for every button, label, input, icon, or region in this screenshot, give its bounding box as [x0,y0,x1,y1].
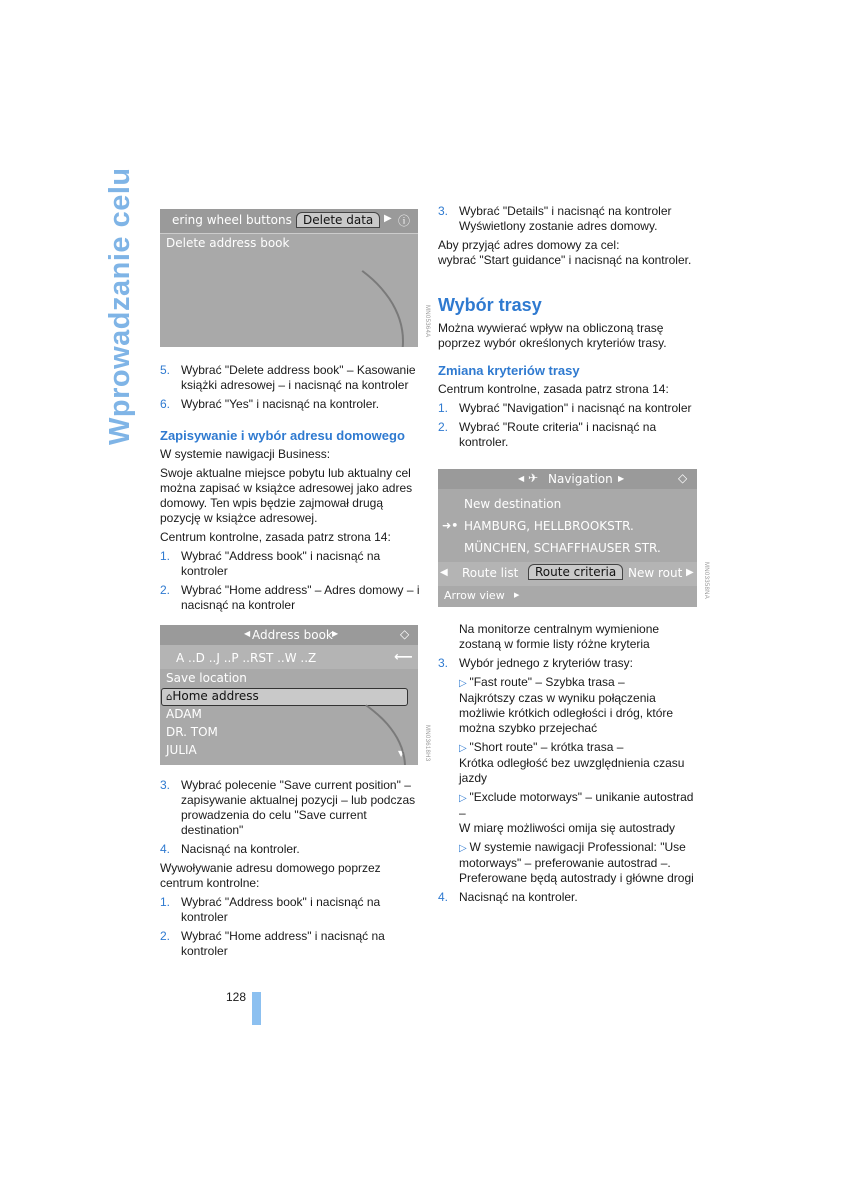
tab-steering-wheel-buttons[interactable]: ering wheel buttons [172,213,292,227]
criteria-short: ▷ "Short route" – krótka trasa – Krótka odległość bez uwzględnienia czasu jazdy [459,740,685,785]
row-dr-tom[interactable]: DR. TOM [166,725,218,739]
step-3: 3. Wybrać "Details" i nacisnąć na kontroler Wyświetlony zostanie adres domowy. [438,204,672,233]
title-right-arrow-icon: ▶ [332,629,339,638]
tab-route-criteria[interactable]: Route criteria [528,564,623,580]
route-subheading: Zmiana kryteriów trasy [438,363,580,378]
criteria-fast: ▷ "Fast route" – Szybka trasa – Najkrótszy czas w wyniku połączenia możliwie krótkich odległości i dróg, które można szybko przejechać [459,675,674,735]
triangle-bullet-icon: ▷ [459,678,470,689]
row-adam[interactable]: ADAM [166,707,202,721]
row-hamburg[interactable]: HAMBURG, HELLBROOKSTR. [464,519,634,533]
criteria-exclude-motorways: ▷ "Exclude motorways" – unikanie autostrad – W miarę możliwości omija się autostrady [459,790,694,835]
alphabet-selector[interactable]: A ..D ..J ..P ..RST ..W ..Z [176,651,317,665]
step-4: 4. Nacisnąć na kontroler. [438,890,578,904]
section-home-address [160,428,420,617]
row-munchen[interactable]: MÜNCHEN, SCHAFFHAUSER STR. [464,541,661,555]
info-icon: ⓘ [398,214,411,228]
title-left-arrow-icon: ◀ [518,474,525,483]
title-right-arrow-icon: ▶ [618,474,625,483]
right-column-b [438,622,700,909]
left-column-a [160,363,420,416]
screen-delete-data [160,209,418,347]
row-new-destination[interactable]: New destination [464,497,562,511]
paragraph: Swoje aktualne miejsce pobytu lub aktualny cel można zapisać w książce adresowej jako adres domowy. Ten wpis będzie zajmował drugą pozycję w książce adresowej. [160,466,413,525]
section-home-heading: Zapisywanie i wybór adresu domowego [160,428,405,443]
row-delete-address-book[interactable]: Delete address book [166,236,290,250]
step-1: 1. Wybrać "Navigation" i nacisnąć na kontroler [438,401,692,415]
left-column-b [160,778,422,963]
step-1: 1. Wybrać "Address book" i nacisnąć na kontroler [160,895,381,924]
paragraph: wybrać "Start guidance" i nacisnąć na kontroler. [438,253,692,267]
tab-left-arrow-icon[interactable]: ◀ [440,567,448,578]
triangle-bullet-icon: ▷ [459,843,470,854]
paragraph: Centrum kontrolne, zasada patrz strona 14: [160,530,391,544]
step-6: 6. Wybrać "Yes" i nacisnąć na kontroler. [160,397,380,411]
page-number: 128 [226,990,247,1004]
image-code: MN03358NA [703,562,709,600]
screen-title: Navigation [548,472,613,486]
satellite-icon: ✈ [528,471,539,485]
route-arrow-icon: ➜• [442,519,459,532]
row-home-address[interactable]: ⌂Home address [161,688,408,706]
page-marker-bar [252,992,261,1025]
scroll-down-icon[interactable]: ▼ [398,749,405,758]
paragraph: Centrum kontrolne, zasada patrz strona 14: [438,382,669,396]
compass-icon: ◇ [400,627,410,641]
screen-address-book [160,625,418,765]
step-2: 2. Wybrać "Home address" – Adres domowy – i nacisnąć na kontroler [160,583,420,612]
row-save-location[interactable]: Save location [166,671,247,685]
image-code: MN03618H3 [424,725,430,762]
row-julia[interactable]: JULIA [166,743,197,757]
arrow-view-link[interactable]: Arrow view [444,589,505,602]
screen-navigation [438,469,697,607]
step-5: 5. Wybrać "Delete address book" – Kasowanie książki adresowej – i nacisnąć na kontroler [160,363,416,392]
paragraph: Na monitorze centralnym wymienione zostaną w formie listy różne kryteria [459,622,660,651]
tab-delete-data[interactable]: Delete data [296,212,380,228]
step-1: 1. Wybrać "Address book" i nacisnąć na kontroler [160,549,381,578]
section-route-heading: Wybór trasy [438,295,542,315]
paragraph: Wywoływanie adresu domowego poprzez centrum kontrolne: [160,861,381,890]
backspace-icon[interactable]: ⟵ [394,650,413,665]
arrow-right-icon: ▶ [384,213,392,224]
step-4: 4. Nacisnąć na kontroler. [160,842,300,856]
step-2: 2. Wybrać "Home address" i nacisnąć na kontroler [160,929,385,958]
image-code: MN05364A [424,305,430,338]
arrow-view-right-icon: ▶ [514,591,520,599]
right-column-a [438,204,700,272]
screen-title: Address book [252,628,333,642]
criteria-use-motorways: ▷ W systemie nawigacji Professional: "Use motorways" – preferowanie autostrad –. Preferowane będą autostrady i główne drogi [459,840,694,885]
side-section-title: Wprowadzanie celu [104,167,136,445]
paragraph: Można wywierać wpływ na obliczoną trasę poprzez wybór określonych kryteriów trasy. [438,321,667,350]
tab-new-route[interactable]: New rout [628,566,683,580]
step-2: 2. Wybrać "Route criteria" i nacisnąć na kontroler. [438,420,657,449]
step-3: 3. Wybór jednego z kryteriów trasy: [438,656,633,670]
tab-right-arrow-icon[interactable]: ▶ [686,567,694,578]
paragraph: Aby przyjąć adres domowy za cel: [438,238,620,252]
triangle-bullet-icon: ▷ [459,793,470,804]
section-route [438,295,700,454]
compass-icon: ◇ [678,471,688,485]
paragraph: W systemie nawigacji Business: [160,447,331,461]
home-icon: ⌂ [166,692,173,703]
tab-route-list[interactable]: Route list [462,566,519,580]
triangle-bullet-icon: ▷ [459,743,470,754]
step-3: 3. Wybrać polecenie "Save current position" – zapisywanie aktualnej pozycji – lub podczas prowadzenia do celu "Save current destination" [160,778,416,837]
title-left-arrow-icon: ◀ [244,629,251,638]
